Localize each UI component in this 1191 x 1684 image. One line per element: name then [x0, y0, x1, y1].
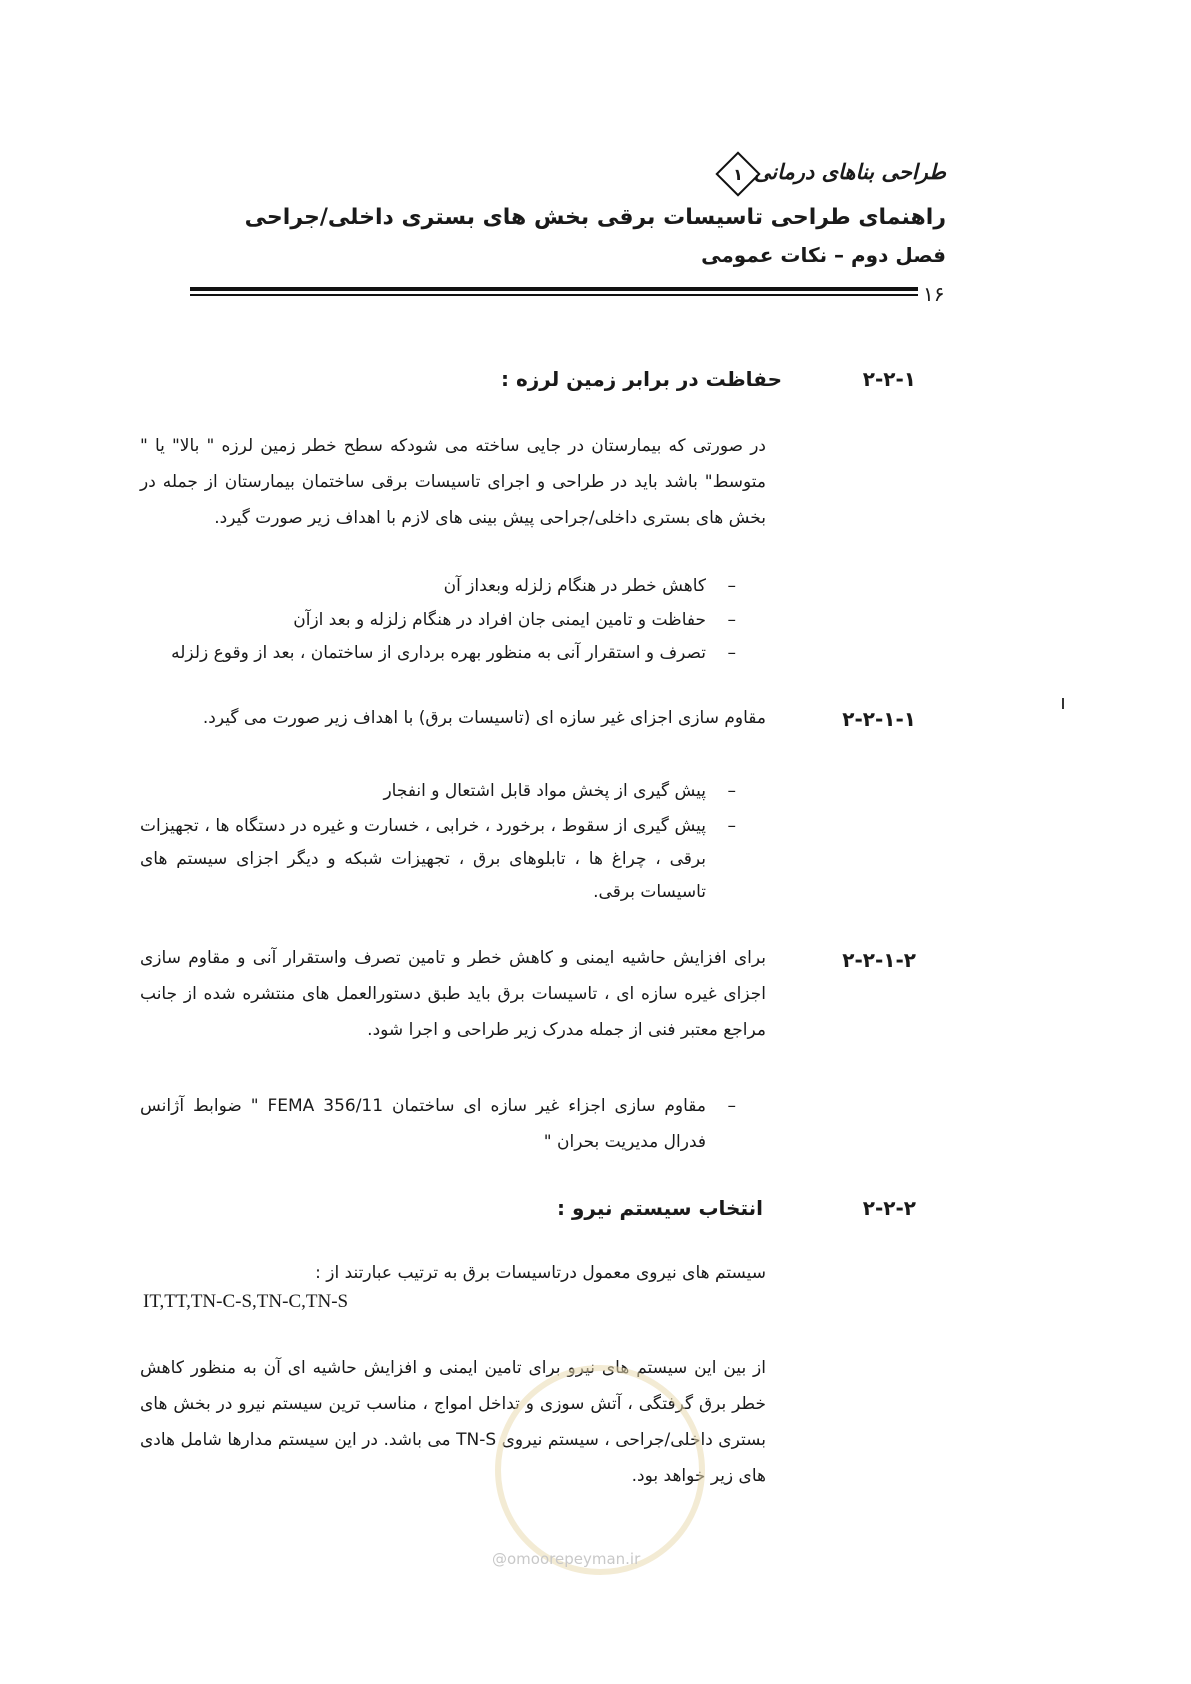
- dash-bullet: –: [727, 610, 736, 630]
- dash-bullet: –: [727, 781, 736, 801]
- list-item: – مقاوم سازی اجزاء غیر سازه ای ساختمان FEMA 356/11 " ضوابط آژانس فدرال مدیریت بحران ": [140, 1088, 736, 1160]
- section-heading-earthquake: حفاظت در برابر زمین لرزه :: [500, 367, 782, 391]
- chapter-title: فصل دوم – نکات عمومی: [701, 243, 946, 267]
- page-number: ۱۶: [923, 282, 945, 306]
- guide-title: راهنمای طراحی تاسیسات برقی بخش های بستری داخلی/جراحی: [244, 205, 946, 230]
- volume-badge: [715, 151, 760, 196]
- list-item: – تصرف و استقرار آنی به منظور بهره برداری از ساختمان ، بعد از وقوع زلزله: [160, 637, 736, 670]
- dash-bullet: –: [727, 1096, 736, 1116]
- margin-mark: [1062, 698, 1064, 709]
- watermark-seal: [495, 1365, 705, 1575]
- section-number-2-2-1-2: ۲-۲-۱-۲: [842, 948, 916, 972]
- watermark-text: @omoorepeyman.ir: [492, 1550, 641, 1568]
- list-item: – پیش گیری از پخش مواد قابل اشتعال و انفجار: [140, 775, 736, 808]
- list-item: – حفاظت و تامین ایمنی جان افراد در هنگام زلزله و بعد ازآن: [160, 604, 736, 637]
- earthquake-paragraph: در صورتی که بیمارستان در جایی ساخته می شودکه سطح خطر زمین لرزه " بالا" یا " متوسط" باشد باید در طراحی و اجرای تاسیسات برقی ساختمان بیمارستان از جمله در بخش های بستری داخلی/جراحی پیش بینی های لازم با اهداف زیر صورت گیرد.: [140, 436, 766, 528]
- power-system-list: IT,TT,TN-C-S,TN-C,TN-S: [143, 1291, 349, 1312]
- header-rule-thin: [190, 294, 918, 296]
- header-rule-thick: [190, 287, 918, 291]
- section-number-2-2-1-1: ۲-۲-۱-۱: [842, 707, 916, 731]
- volume-number: ۱: [733, 164, 743, 184]
- list-item: – پیش گیری از سقوط ، برخورد ، خرابی ، خسارت و غیره در دستگاه ها ، تجهیزات برقی ، چراغ ها ، تابلوهای برق ، تجهیزات شبکه و دیگر اجزای سیستم های تاسیسات برقی.: [140, 810, 736, 909]
- nonstructural-paragraph: مقاوم سازی اجزای غیر سازه ای (تاسیسات برق) با اهداف زیر صورت می گیرد.: [202, 708, 766, 728]
- dash-bullet: –: [727, 643, 736, 663]
- power-system-intro: سیستم های نیروی معمول درتاسیسات برق به ترتیب عبارتند از :: [315, 1263, 766, 1283]
- section-number-2-2-1: ۲-۲-۱: [862, 367, 916, 391]
- series-title: طراحی بناهای درمانی: [753, 160, 946, 184]
- section-number-2-2-2: ۲-۲-۲: [862, 1196, 916, 1220]
- safety-margin-paragraph: برای افزایش حاشیه ایمنی و کاهش خطر و تامین تصرف واستقرار آنی و مقاوم سازی اجزای غیره سازه ای ، تاسیسات برق باید طبق دستورالعمل های منتشره شده از جانب مراجع معتبر فنی از جمله مدرک زیر طراحی و اجرا شود.: [140, 948, 766, 1040]
- dash-bullet: –: [727, 576, 736, 596]
- dash-bullet: –: [727, 816, 736, 836]
- section-heading-power-system: انتخاب سیستم نیرو :: [556, 1196, 763, 1220]
- list-item: – کاهش خطر در هنگام زلزله وبعداز آن: [160, 570, 736, 603]
- tn-s-paragraph: از بین این سیستم های نیرو برای تامین ایمنی و افزایش حاشیه ای آن به منظور کاهش خطر برق گرفتگی ، آتش سوزی و تداخل امواج ، مناسب ترین سیستم نیرو در بخش های بستری داخلی/جراحی ، سیستم نیروی TN-S می باشد. در این سیستم مدارها شامل هادی های زیر خواهد بود.: [140, 1358, 767, 1486]
